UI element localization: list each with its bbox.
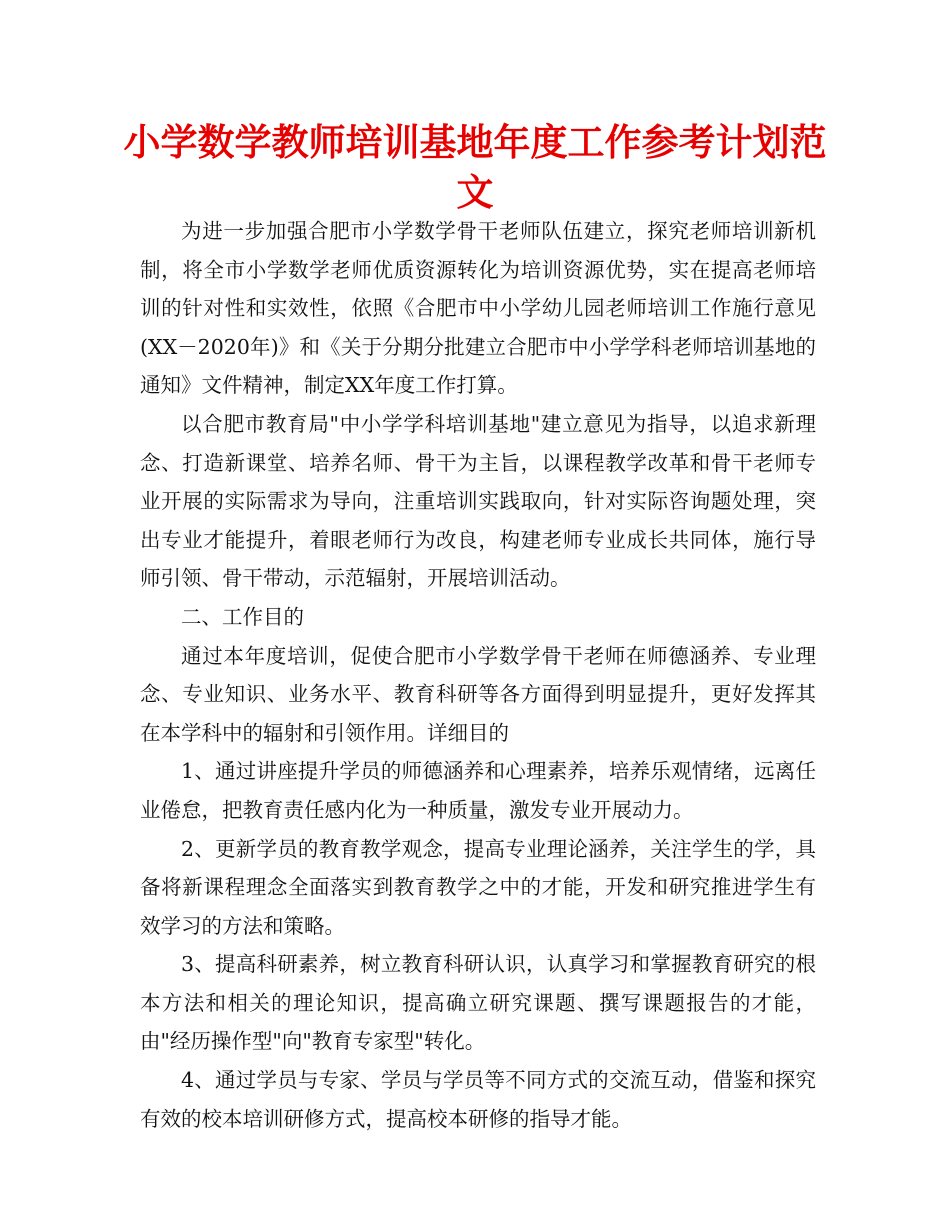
- list-item-goal-4: 4、通过学员与专家、学员与学员等不同方式的交流互动，借鉴和探究有效的校本培训研修方式，提高校本研修的指导才能。: [140, 1068, 816, 1131]
- paragraph-intro: 为进一步加强合肥市小学数学骨干老师队伍建立，探究老师培训新机制，将全市小学数学老师优质资源转化为培训资源优势，实在提高老师培训的针对性和实效性，依照《合肥市中小学幼儿园老师培训工作施行意见(XX－2020年)》和《关于分期分批建立合肥市中小学学科老师培训基地的通知》文件精神，制定XX年度工作打算。: [140, 219, 816, 398]
- document-body: [140, 212, 816, 1138]
- list-item-goal-1: 1、通过讲座提升学员的师德涵养和心理素养，培养乐观情绪，远离任业倦怠，把教育责任感内化为一种质量，激发专业开展动力。: [140, 759, 816, 822]
- document-title: 小学数学教师培训基地年度工作参考计划范文: [123, 121, 827, 214]
- paragraph-guiding-idea: 以合肥市教育局"中小学学科培训基地"建立意见为指导，以追求新理念、打造新课堂、培养名师、骨干为主旨，以课程教学改革和骨干老师专业开展的实际需求为导向，注重培训实践取向，针对实际咨询题处理，突出专业才能提升，着眼老师行为改良，构建老师专业成长共同体，施行导师引领、骨干带动，示范辐射，开展培训活动。: [140, 411, 816, 591]
- paragraph-goals-overview: 通过本年度培训，促使合肥市小学数学骨干老师在师德涵养、专业理念、专业知识、业务水平、教育科研等各方面得到明显提升，更好发挥其在本学科中的辐射和引领作用。详细目的: [140, 643, 816, 745]
- section-heading-goals: 二、工作目的: [181, 604, 304, 629]
- list-item-goal-2: 2、更新学员的教育教学观念，提高专业理论涵养，关注学生的学，具备将新课程理念全面落实到教育教学之中的才能，开发和研究推进学生有效学习的方法和策略。: [140, 836, 816, 938]
- list-item-goal-3: 3、提高科研素养，树立教育科研认识，认真学习和掌握教育研究的根本方法和相关的理论知识，提高确立研究课题、撰写课题报告的才能，由"经历操作型"向"教育专家型"转化。: [140, 952, 816, 1054]
